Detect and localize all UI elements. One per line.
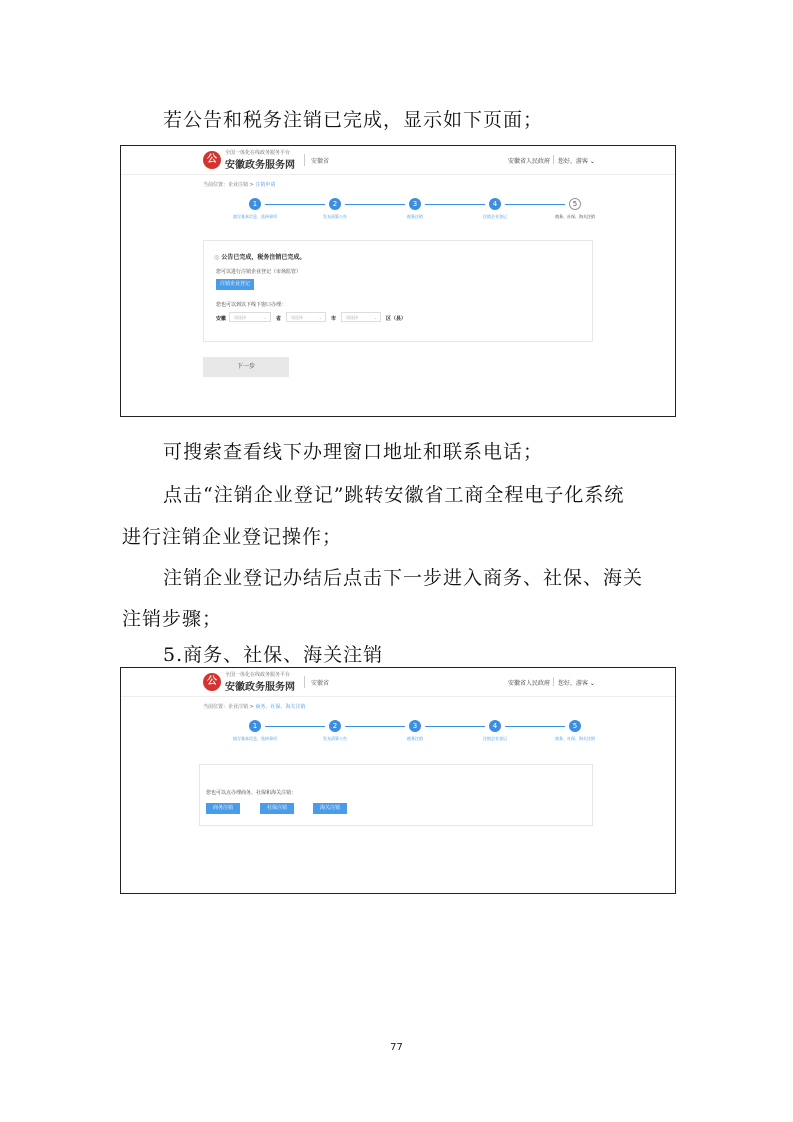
- commerce-cancel-button[interactable]: 商务注销: [206, 803, 240, 814]
- check-circle-icon: ◎: [214, 254, 222, 261]
- site-logo-icon[interactable]: 公: [203, 673, 221, 691]
- next-step-button[interactable]: 下一步: [203, 357, 289, 377]
- breadcrumb-prefix: 当前位置：企业注销 >: [203, 182, 256, 188]
- chevron-down-icon: ⌄: [373, 315, 377, 320]
- deregistration-card: [199, 764, 593, 826]
- site-brand[interactable]: 安徽政务服务网: [225, 160, 295, 171]
- header-divider: [553, 155, 554, 164]
- step-number: 2: [329, 720, 341, 732]
- step-label: 填写基本信息、选择事项: [233, 736, 277, 741]
- step-4: [465, 198, 525, 220]
- step-number: 1: [249, 720, 261, 732]
- platform-tagline: 全国一体化在线政务服务平台: [225, 672, 291, 678]
- register-hint: 您可以进行注销企业登记（市场监管）: [216, 269, 302, 275]
- gov-link[interactable]: 安徽省人民政府: [508, 158, 551, 165]
- province-placeholder: 请选择: [234, 315, 246, 320]
- brand-divider: [304, 154, 305, 166]
- city-label: 省: [276, 316, 282, 322]
- district-select[interactable]: [341, 312, 381, 322]
- step-number: 3: [409, 720, 421, 732]
- step-2: [305, 720, 365, 742]
- paragraph-search: 可搜索查看线下办理窗口地址和联系电话；: [163, 441, 544, 463]
- region-label[interactable]: 安徽省: [311, 158, 330, 165]
- section-heading-5: 5.商务、社保、海关注销: [163, 644, 384, 666]
- city-select[interactable]: [286, 312, 326, 322]
- step-label: 注销企业登记: [483, 214, 507, 219]
- province-select[interactable]: [229, 312, 271, 322]
- site-header: [121, 146, 675, 175]
- step-number: 1: [249, 198, 261, 210]
- step-number: 3: [409, 198, 421, 210]
- region-label: 区（县）: [386, 316, 407, 322]
- breadcrumb-current[interactable]: 注销申请: [255, 182, 276, 188]
- step-label: 商务、社保、海关注销: [555, 214, 595, 219]
- step-number: 5: [569, 720, 581, 732]
- step-4: [465, 720, 525, 742]
- step-number: 4: [489, 198, 501, 210]
- step-number: 4: [489, 720, 501, 732]
- chevron-down-icon: ⌄: [318, 315, 322, 320]
- step-5: [545, 198, 605, 220]
- chevron-down-icon: ⌄: [263, 315, 267, 320]
- step-label: 注销企业登记: [483, 736, 507, 741]
- platform-tagline: 全国一体化在线政务服务平台: [225, 150, 291, 156]
- brand-divider: [304, 676, 305, 688]
- step-1: [225, 720, 285, 742]
- progress-steps: [203, 198, 603, 228]
- paragraph-register-2: 进行注销企业登记操作；: [122, 526, 343, 548]
- customs-cancel-button[interactable]: 海关注销: [313, 803, 347, 814]
- district-placeholder: 请选择: [346, 315, 358, 320]
- step-3: [385, 198, 445, 220]
- step-label: 税务注销: [407, 214, 423, 219]
- deregistration-hint: 您也可以点办理商务、社保和海关注销：: [206, 790, 297, 796]
- step-label: 税务注销: [407, 736, 423, 741]
- screenshot-final-step: [120, 667, 676, 894]
- step-2: [305, 198, 365, 220]
- status-card: [203, 240, 593, 342]
- breadcrumb-current[interactable]: 商务、社保、海关注销: [255, 704, 306, 710]
- site-brand[interactable]: 安徽政务服务网: [225, 682, 295, 693]
- status-text: 公告已完成，税务注销已完成。: [221, 254, 306, 261]
- region-label[interactable]: 安徽省: [311, 680, 330, 687]
- breadcrumb-prefix: 当前位置：企业注销 >: [203, 704, 256, 710]
- paragraph-next-2: 注销步骤；: [122, 608, 223, 630]
- page-number: 77: [390, 1042, 403, 1053]
- site-logo-icon[interactable]: 公: [203, 151, 221, 169]
- gov-link[interactable]: 安徽省人民政府: [508, 680, 551, 687]
- user-menu[interactable]: 您好，游客 ⌄: [558, 158, 595, 165]
- paragraph-next-1: 注销企业登记办结后点击下一步进入商务、社保、海关: [163, 567, 644, 589]
- paragraph-register-1: 点击“注销企业登记”跳转安徽省工商全程电子化系统: [163, 484, 625, 506]
- district-label: 市: [331, 316, 337, 322]
- user-menu[interactable]: 您好，游客 ⌄: [558, 680, 595, 687]
- cancel-registration-button[interactable]: 注销企业登记: [216, 279, 254, 290]
- site-header: [121, 668, 675, 697]
- step-label: 发布清算公告: [323, 214, 347, 219]
- progress-steps: [203, 720, 603, 750]
- window-hint: 您也可以到以下线下窗口办理：: [216, 302, 287, 308]
- step-label: 商务、社保、海关注销: [555, 736, 595, 741]
- social-security-cancel-button[interactable]: 社保注销: [260, 803, 294, 814]
- screenshot-tax-done: [120, 145, 676, 417]
- status-title: [214, 252, 305, 261]
- paragraph-intro: 若公告和税务注销已完成，显示如下页面；: [163, 109, 544, 131]
- breadcrumb: [203, 703, 305, 710]
- city-placeholder: 请选择: [291, 315, 303, 320]
- step-number: 2: [329, 198, 341, 210]
- breadcrumb: [203, 181, 275, 188]
- step-3: [385, 720, 445, 742]
- step-label: 填写基本信息、选择事项: [233, 214, 277, 219]
- step-label: 发布清算公告: [323, 736, 347, 741]
- step-5: [545, 720, 605, 742]
- province-label: 安徽: [216, 316, 227, 322]
- step-1: [225, 198, 285, 220]
- header-divider: [553, 677, 554, 686]
- step-number: 5: [569, 198, 581, 210]
